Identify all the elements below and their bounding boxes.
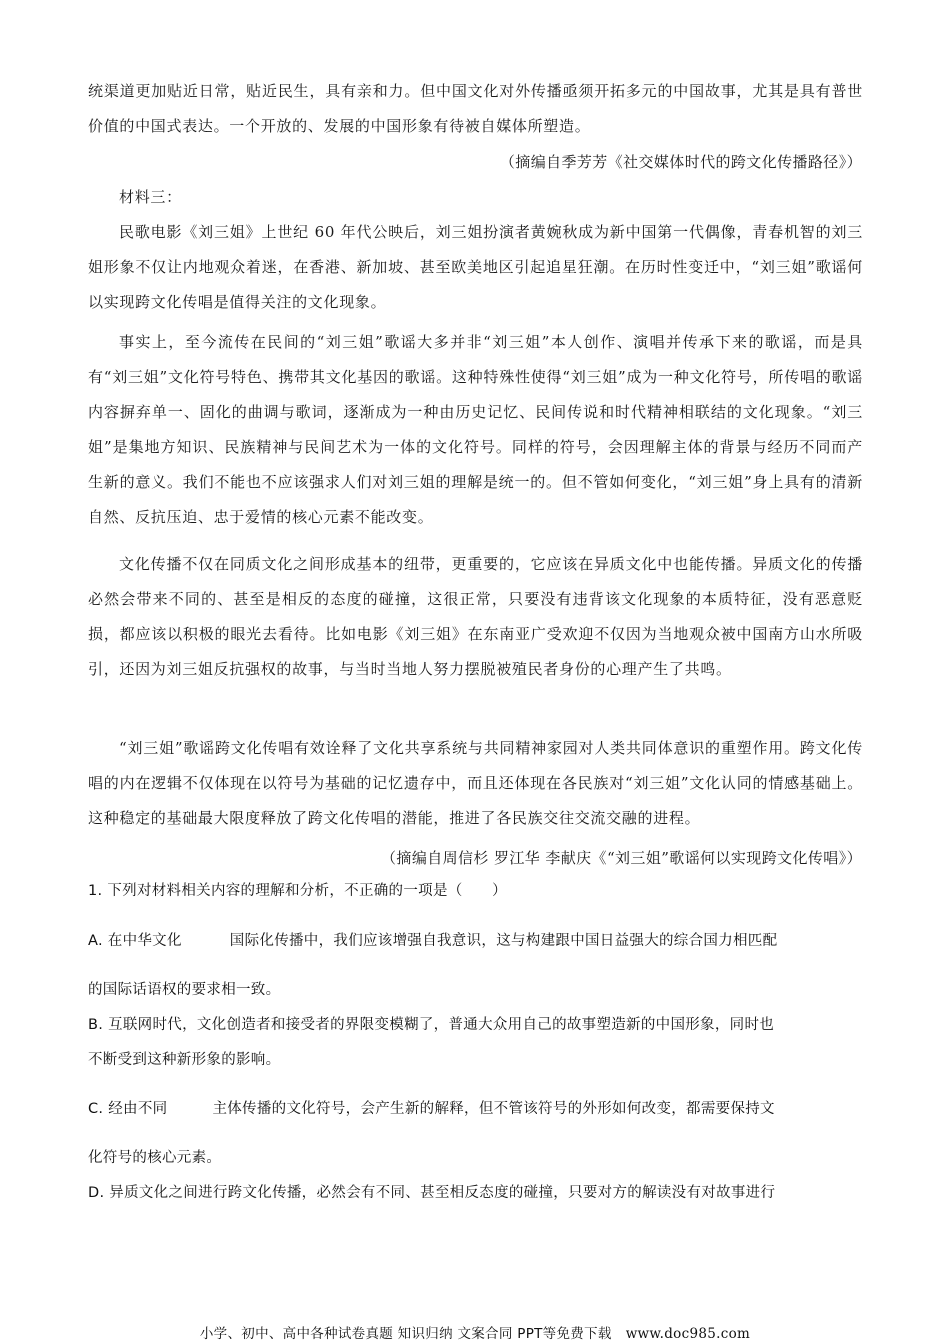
material3-heading: 材料三： [119, 188, 182, 206]
option-a[interactable] [88, 929, 868, 950]
material3-paragraph-3: 文化传播不仅在同质文化之间形成基本的纽带，更重要的，它应该在异质文化中也能传播。异质文化的传播必然会带来不同的、甚至是相反的态度的碰撞，这很正常，只要没有违背该文化现象的本质特征，没有恶意贬损，都应该以积极的眼光去看待。比如电影《刘三姐》在东南亚广受欢迎不仅因为当地观众被中国南方山水所吸引，还因为刘三姐反抗强权的故事，与当时当地人努力摆脱被殖民者身份的心理产生了共鸣。 [88, 555, 863, 678]
material3-paragraph-1: 民歌电影《刘三姐》上世纪 60 年代公映后，刘三姐扮演者黄婉秋成为新中国第一代偶像，青春机智的刘三姐形象不仅让内地观众着迷，在香港、新加坡、甚至欧美地区引起追星狂潮。在历时性变迁中，“刘三姐”歌谣何以实现跨文化传唱是值得关注的文化现象。 [88, 223, 863, 311]
option-c-text-1: C. 经由不同 [88, 1101, 168, 1117]
option-b-continued: 不断受到这种新形象的影响。 [88, 1052, 281, 1068]
footer-website-link[interactable]: www.doc985.com [625, 1326, 751, 1342]
source-citation-material2: （摘编自季芳芳《社交媒体时代的跨文化传播路径》） [499, 153, 862, 171]
option-c-text-2: 主体传播的文化符号，会产生新的解释，但不管该符号的外形如何改变，都需要保持文 [212, 1101, 775, 1117]
page-footer [0, 1322, 950, 1342]
option-c-continued: 化符号的核心元素。 [88, 1150, 222, 1166]
option-d[interactable]: D. 异质文化之间进行跨文化传播，必然会有不同、甚至相反态度的碰撞，只要对方的解读没有对故事进行 [88, 1185, 776, 1201]
footer-text: 小学、初中、高中各种试卷真题 知识归纳 文案合同 PPT等免费下载 [199, 1326, 612, 1342]
question-1-stem: 1. 下列对材料相关内容的理解和分析，不正确的一项是（ ） [88, 883, 507, 899]
option-b[interactable]: B. 互联网时代，文化创造者和接受者的界限变模糊了，普通大众用自己的故事塑造新的中国形象，同时也 [88, 1017, 775, 1033]
option-a-continued: 的国际话语权的要求相一致。 [88, 982, 281, 998]
option-a-text-1: A. 在中华文化 [88, 933, 182, 949]
material3-paragraph-2: 事实上，至今流传在民间的“刘三姐”歌谣大多并非“刘三姐”本人创作、演唱并传承下来的歌谣，而是具有“刘三姐”文化符号特色、携带其文化基因的歌谣。这种特殊性使得“刘三姐”成为一种文化符号，所传唱的歌谣内容摒弃单一、固化的曲调与歌词，逐渐成为一种由历史记忆、民间传说和时代精神相联结的文化现象。“刘三姐”是集地方知识、民族精神与民间艺术为一体的文化符号。同样的符号，会因理解主体的背景与经历不同而产生新的意义。我们不能也不应该强求人们对刘三姐的理解是统一的。但不管如何变化，“刘三姐”身上具有的清新自然、反抗压迫、忠于爱情的核心元素不能改变。 [88, 333, 863, 526]
source-citation-material3: （摘编自周信杉 罗江华 李献庆《“刘三姐”歌谣何以实现跨文化传唱》） [381, 849, 862, 867]
option-a-text-2: 国际化传播中，我们应该增强自我意识，这与构建跟中国日益强大的综合国力相匹配 [229, 933, 778, 949]
material3-paragraph-4: “刘三姐”歌谣跨文化传唱有效诠释了文化共享系统与共同精神家园对人类共同体意识的重塑作用。跨文化传唱的内在逻辑不仅体现在以符号为基础的记忆遗存中，而且还体现在各民族对“刘三姐”文化认同的情感基础上。这种稳定的基础最大限度释放了跨文化传唱的潜能，推进了各民族交往交流交融的进程。 [88, 739, 863, 827]
passage-continuation: 统渠道更加贴近日常，贴近民生，具有亲和力。但中国文化对外传播亟须开拓多元的中国故事，尤其是具有普世价值的中国式表达。一个开放的、发展的中国形象有待被自媒体所塑造。 [88, 82, 863, 135]
option-c[interactable] [88, 1097, 868, 1118]
